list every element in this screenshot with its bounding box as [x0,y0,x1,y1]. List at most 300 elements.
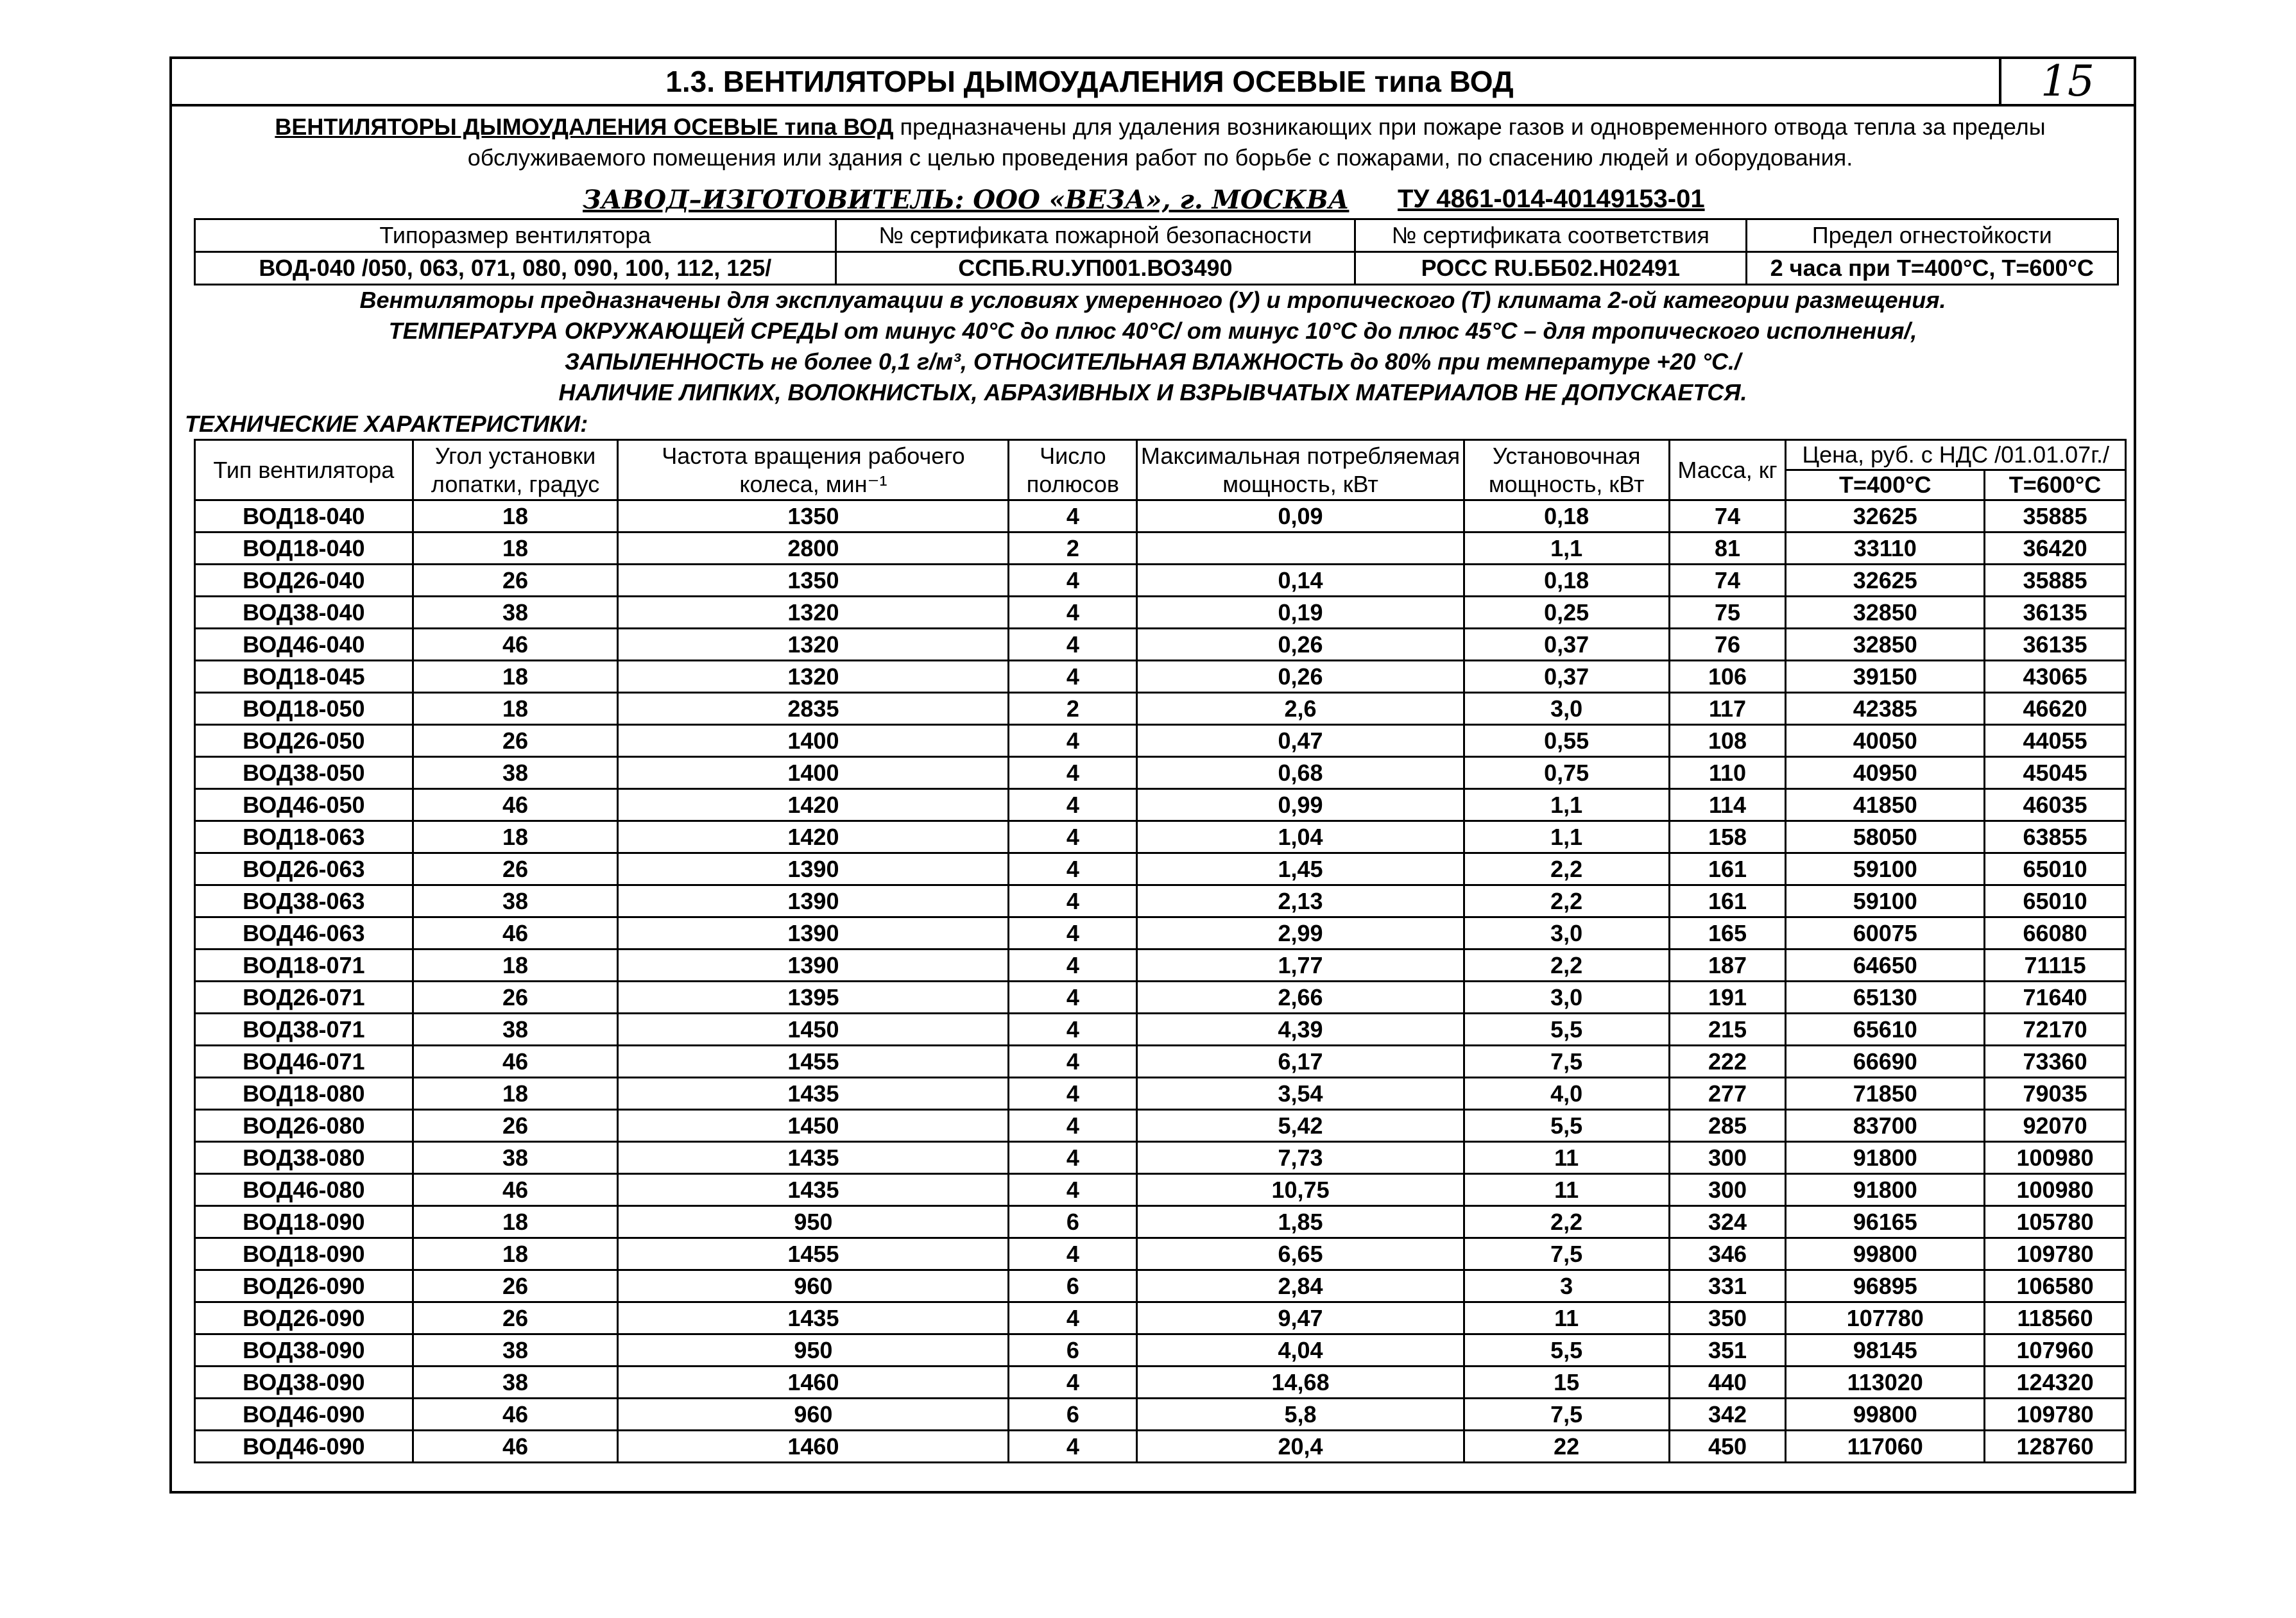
cell-max-power: 2,66 [1137,982,1464,1014]
cell-type: ВОД46-050 [195,789,413,821]
cell-poles: 4 [1009,1174,1137,1206]
table-row [195,1174,2126,1206]
cell-speed: 1450 [618,1110,1009,1142]
cell-type: ВОД38-080 [195,1142,413,1174]
cell-angle: 26 [413,725,618,757]
cell-poles: 6 [1009,1399,1137,1431]
cell-angle: 18 [413,1206,618,1238]
cell-price-t400: 96895 [1786,1270,1985,1302]
table-row [195,1302,2126,1334]
cell-price-t400: 65130 [1786,982,1985,1014]
cell-poles: 4 [1009,1238,1137,1270]
cell-angle: 18 [413,1078,618,1110]
cell-installed-power: 1,1 [1464,532,1669,565]
table-row [195,1206,2126,1238]
cell-poles: 6 [1009,1334,1137,1367]
cell-price-t600: 35885 [1985,500,2126,532]
cell-angle: 38 [413,885,618,917]
cell-speed: 1435 [618,1174,1009,1206]
operating-notes [172,285,2134,408]
header-price: Цена, руб. с НДС /01.01.07г./ [1786,440,2126,470]
table-row [195,597,2126,629]
cell-price-t400: 33110 [1786,532,1985,565]
cell-price-t400: 71850 [1786,1078,1985,1110]
cell-price-t600: 100980 [1985,1142,2126,1174]
cell-mass: 81 [1669,532,1786,565]
cell-type: ВОД18-040 [195,532,413,565]
table-row [195,885,2126,917]
cell-type: ВОД46-071 [195,1046,413,1078]
cell-speed: 2835 [618,693,1009,725]
cell-price-t400: 91800 [1786,1142,1985,1174]
cell-poles: 4 [1009,565,1137,597]
cell-price-t600: 36135 [1985,597,2126,629]
cell-speed: 1455 [618,1238,1009,1270]
header-angle: Угол установки лопатки, градус [413,440,618,500]
certificate-header-row [195,219,2118,252]
table-row [195,1334,2126,1367]
cell-type: ВОД46-080 [195,1174,413,1206]
cell-installed-power: 5,5 [1464,1110,1669,1142]
cell-installed-power: 3,0 [1464,917,1669,950]
cell-max-power: 1,45 [1137,853,1464,885]
cell-price-t400: 32625 [1786,565,1985,597]
cell-poles: 4 [1009,821,1137,853]
table-row [195,982,2126,1014]
cert-header-conformity: № сертификата соответствия [1355,219,1746,252]
cell-max-power: 4,04 [1137,1334,1464,1367]
cell-angle: 18 [413,532,618,565]
table-row [195,1078,2126,1110]
cell-installed-power: 7,5 [1464,1046,1669,1078]
cell-poles: 4 [1009,661,1137,693]
cell-installed-power: 15 [1464,1367,1669,1399]
cell-type: ВОД38-050 [195,757,413,789]
cell-price-t600: 36420 [1985,532,2126,565]
cell-price-t600: 65010 [1985,885,2126,917]
cell-speed: 1350 [618,565,1009,597]
cell-installed-power: 1,1 [1464,821,1669,853]
cell-price-t400: 66690 [1786,1046,1985,1078]
cell-mass: 161 [1669,853,1786,885]
cell-poles: 4 [1009,982,1137,1014]
intro-paragraph [204,112,2116,173]
cell-type: ВОД46-040 [195,629,413,661]
cell-mass: 74 [1669,500,1786,532]
cell-mass: 215 [1669,1014,1786,1046]
manufacturer: ЗАВОД–ИЗГОТОВИТЕЛЬ: ООО «ВЕЗА», г. МОСКВА [583,185,1349,215]
cell-type: ВОД26-040 [195,565,413,597]
cell-installed-power: 22 [1464,1431,1669,1463]
cell-price-t400: 99800 [1786,1238,1985,1270]
cell-mass: 331 [1669,1270,1786,1302]
cell-mass: 74 [1669,565,1786,597]
cell-price-t400: 59100 [1786,885,1985,917]
table-row [195,1110,2126,1142]
tech-label: ТЕХНИЧЕСКИЕ ХАРАКТЕРИСТИКИ: [185,411,588,437]
cell-price-t600: 124320 [1985,1367,2126,1399]
cell-speed: 950 [618,1206,1009,1238]
cell-max-power: 20,4 [1137,1431,1464,1463]
cell-angle: 46 [413,917,618,950]
table-row [195,853,2126,885]
cell-mass: 191 [1669,982,1786,1014]
cert-value-size: ВОД-040 /050, 063, 071, 080, 090, 100, 112, 125/ [195,252,836,285]
cell-poles: 6 [1009,1270,1137,1302]
cell-installed-power: 3 [1464,1270,1669,1302]
spec-table [194,439,2127,1463]
cell-angle: 26 [413,1270,618,1302]
spec-header-row [195,440,2126,470]
cell-installed-power: 2,2 [1464,1206,1669,1238]
cell-price-t400: 58050 [1786,821,1985,853]
cell-price-t600: 65010 [1985,853,2126,885]
cell-max-power: 10,75 [1137,1174,1464,1206]
cell-price-t400: 65610 [1786,1014,1985,1046]
cell-price-t400: 42385 [1786,693,1985,725]
cell-max-power: 6,65 [1137,1238,1464,1270]
cell-angle: 26 [413,1302,618,1334]
cell-price-t400: 41850 [1786,789,1985,821]
table-row [195,950,2126,982]
intro-text: предназначены для удаления возникающих при пожаре газов и одновременного отвода тепла за пределы обслуживаемого помещения или здания с целью проведения работ по борьбе с пожарами, по спасению людей и оборудования. [467,114,2046,171]
table-row [195,1399,2126,1431]
cell-type: ВОД46-090 [195,1431,413,1463]
cell-type: ВОД18-045 [195,661,413,693]
cell-price-t400: 99800 [1786,1399,1985,1431]
cell-max-power: 2,99 [1137,917,1464,950]
cell-price-t600: 79035 [1985,1078,2126,1110]
cell-poles: 4 [1009,1046,1137,1078]
cell-angle: 46 [413,1174,618,1206]
header-price-t400: Т=400°С [1786,470,1985,500]
certificate-table [194,218,2119,285]
header-max-power: Максимальная потребляемая мощность, кВт [1137,440,1464,500]
cell-price-t600: 45045 [1985,757,2126,789]
cell-angle: 46 [413,789,618,821]
cell-max-power: 14,68 [1137,1367,1464,1399]
cell-max-power: 7,73 [1137,1142,1464,1174]
table-row [195,821,2126,853]
cell-angle: 38 [413,1014,618,1046]
intro-lead: ВЕНТИЛЯТОРЫ ДЫМОУДАЛЕНИЯ ОСЕВЫЕ типа ВОД [275,114,894,140]
cell-installed-power: 0,18 [1464,500,1669,532]
cell-installed-power: 0,75 [1464,757,1669,789]
cell-mass: 222 [1669,1046,1786,1078]
cell-angle: 18 [413,950,618,982]
cell-angle: 46 [413,1431,618,1463]
cell-angle: 46 [413,629,618,661]
cell-poles: 4 [1009,1142,1137,1174]
cert-header-fire: № сертификата пожарной безопасности [835,219,1355,252]
cell-type: ВОД26-071 [195,982,413,1014]
cell-speed: 960 [618,1399,1009,1431]
cell-max-power: 9,47 [1137,1302,1464,1334]
cell-price-t600: 43065 [1985,661,2126,693]
cell-installed-power: 2,2 [1464,950,1669,982]
cell-installed-power: 3,0 [1464,982,1669,1014]
cell-mass: 324 [1669,1206,1786,1238]
cell-mass: 277 [1669,1078,1786,1110]
document-frame [169,56,2136,1494]
cert-value-fire: ССПБ.RU.УП001.ВО3490 [835,252,1355,285]
cell-type: ВОД46-090 [195,1399,413,1431]
cell-speed: 1390 [618,853,1009,885]
cell-installed-power: 4,0 [1464,1078,1669,1110]
cell-max-power: 5,42 [1137,1110,1464,1142]
cell-mass: 450 [1669,1431,1786,1463]
cell-poles: 4 [1009,950,1137,982]
cell-mass: 187 [1669,950,1786,982]
cell-installed-power: 7,5 [1464,1399,1669,1431]
cell-max-power: 2,6 [1137,693,1464,725]
cell-speed: 1350 [618,500,1009,532]
cell-type: ВОД26-050 [195,725,413,757]
cell-max-power: 5,8 [1137,1399,1464,1431]
table-row [195,757,2126,789]
cell-installed-power: 1,1 [1464,789,1669,821]
cell-speed: 1390 [618,885,1009,917]
page-title: 1.3. ВЕНТИЛЯТОРЫ ДЫМОУДАЛЕНИЯ ОСЕВЫЕ типа ВОД [665,65,1514,98]
cell-poles: 4 [1009,789,1137,821]
cell-type: ВОД38-063 [195,885,413,917]
cell-installed-power: 11 [1464,1174,1669,1206]
cell-max-power: 2,84 [1137,1270,1464,1302]
cell-price-t400: 39150 [1786,661,1985,693]
cell-type: ВОД46-063 [195,917,413,950]
cell-installed-power: 7,5 [1464,1238,1669,1270]
table-row [195,1270,2126,1302]
cell-price-t600: 100980 [1985,1174,2126,1206]
cell-speed: 1460 [618,1431,1009,1463]
table-row [195,725,2126,757]
cell-price-t400: 32850 [1786,597,1985,629]
cell-speed: 1450 [618,1014,1009,1046]
cell-max-power: 3,54 [1137,1078,1464,1110]
cell-speed: 1320 [618,661,1009,693]
cell-price-t600: 72170 [1985,1014,2126,1046]
cell-angle: 46 [413,1046,618,1078]
cell-mass: 110 [1669,757,1786,789]
cell-poles: 4 [1009,1302,1137,1334]
cell-angle: 38 [413,597,618,629]
cell-installed-power: 5,5 [1464,1014,1669,1046]
cell-price-t600: 109780 [1985,1238,2126,1270]
cell-price-t400: 64650 [1786,950,1985,982]
cell-max-power: 0,26 [1137,629,1464,661]
cell-price-t400: 60075 [1786,917,1985,950]
cell-mass: 75 [1669,597,1786,629]
cell-price-t400: 117060 [1786,1431,1985,1463]
cell-max-power: 0,14 [1137,565,1464,597]
cell-type: ВОД26-063 [195,853,413,885]
cell-mass: 161 [1669,885,1786,917]
cell-type: ВОД18-090 [195,1238,413,1270]
cell-mass: 285 [1669,1110,1786,1142]
table-row [195,500,2126,532]
cell-angle: 18 [413,1238,618,1270]
cell-poles: 4 [1009,1431,1137,1463]
cell-mass: 440 [1669,1367,1786,1399]
cell-angle: 26 [413,565,618,597]
cell-price-t600: 66080 [1985,917,2126,950]
cell-speed: 1400 [618,725,1009,757]
cell-type: ВОД38-071 [195,1014,413,1046]
cell-price-t600: 44055 [1985,725,2126,757]
cell-speed: 2800 [618,532,1009,565]
cell-poles: 4 [1009,597,1137,629]
cell-price-t400: 40050 [1786,725,1985,757]
cell-mass: 300 [1669,1142,1786,1174]
cert-header-size: Типоразмер вентилятора [195,219,836,252]
cell-mass: 165 [1669,917,1786,950]
cell-price-t600: 92070 [1985,1110,2126,1142]
table-row [195,789,2126,821]
cell-poles: 4 [1009,1110,1137,1142]
cell-mass: 76 [1669,629,1786,661]
cell-installed-power: 0,37 [1464,661,1669,693]
cell-poles: 4 [1009,1078,1137,1110]
cell-poles: 2 [1009,532,1137,565]
header-speed: Частота вращения рабочего колеса, мин⁻¹ [618,440,1009,500]
cell-price-t400: 83700 [1786,1110,1985,1142]
table-row [195,1046,2126,1078]
cell-price-t400: 91800 [1786,1174,1985,1206]
cell-price-t400: 32625 [1786,500,1985,532]
cell-price-t600: 36135 [1985,629,2126,661]
cell-installed-power: 2,2 [1464,853,1669,885]
table-row [195,1014,2126,1046]
cell-installed-power: 0,55 [1464,725,1669,757]
cell-type: ВОД18-040 [195,500,413,532]
cell-max-power: 1,85 [1137,1206,1464,1238]
cell-type: ВОД26-090 [195,1270,413,1302]
table-row [195,565,2126,597]
table-row [195,1367,2126,1399]
cell-mass: 117 [1669,693,1786,725]
cell-price-t600: 71115 [1985,950,2126,982]
cell-mass: 300 [1669,1174,1786,1206]
cell-poles: 4 [1009,885,1137,917]
cell-price-t400: 113020 [1786,1367,1985,1399]
tu-standard: ТУ 4861-014-40149153-01 [1398,185,1705,213]
cert-value-conformity: РОСС RU.ББ02.Н02491 [1355,252,1746,285]
cell-poles: 4 [1009,725,1137,757]
cell-price-t400: 107780 [1786,1302,1985,1334]
cell-type: ВОД18-071 [195,950,413,982]
cell-mass: 350 [1669,1302,1786,1334]
cell-poles: 2 [1009,693,1137,725]
note-line: ТЕМПЕРАТУРА ОКРУЖАЮЩЕЙ СРЕДЫ от минус 40°С до плюс 40°С/ от минус 10°С до плюс 45°С – для тропического исполнения/, [388,318,1917,344]
cell-max-power: 0,99 [1137,789,1464,821]
cell-angle: 38 [413,757,618,789]
cell-mass: 342 [1669,1399,1786,1431]
table-row [195,629,2126,661]
cell-angle: 26 [413,1110,618,1142]
cell-type: ВОД38-040 [195,597,413,629]
cell-price-t600: 109780 [1985,1399,2126,1431]
cell-speed: 1420 [618,789,1009,821]
cell-price-t400: 98145 [1786,1334,1985,1367]
cell-max-power: 2,13 [1137,885,1464,917]
header-installed-power: Установочная мощность, кВт [1464,440,1669,500]
cell-installed-power: 0,25 [1464,597,1669,629]
cell-angle: 46 [413,1399,618,1431]
cell-max-power: 6,17 [1137,1046,1464,1078]
cell-poles: 4 [1009,853,1137,885]
spec-table-body [195,500,2126,1463]
header-poles: Число полюсов [1009,440,1137,500]
cell-angle: 18 [413,500,618,532]
cell-poles: 4 [1009,1014,1137,1046]
cell-type: ВОД38-090 [195,1367,413,1399]
cert-value-fire-resistance: 2 часа при Т=400°С, Т=600°С [1746,252,2118,285]
cell-speed: 1390 [618,917,1009,950]
cell-poles: 4 [1009,1367,1137,1399]
cell-angle: 26 [413,982,618,1014]
cell-angle: 38 [413,1142,618,1174]
cell-angle: 18 [413,821,618,853]
cell-installed-power: 2,2 [1464,885,1669,917]
table-row [195,661,2126,693]
cell-poles: 4 [1009,757,1137,789]
cell-max-power: 0,26 [1137,661,1464,693]
cell-poles: 6 [1009,1206,1137,1238]
cell-installed-power: 11 [1464,1302,1669,1334]
note-line: ЗАПЫЛЕННОСТЬ не более 0,1 г/м³, ОТНОСИТЕЛЬНАЯ ВЛАЖНОСТЬ до 80% при температуре +20 °С./ [565,348,1741,375]
cell-speed: 1460 [618,1367,1009,1399]
cell-speed: 950 [618,1334,1009,1367]
cell-price-t600: 46035 [1985,789,2126,821]
table-row [195,1431,2126,1463]
cell-mass: 114 [1669,789,1786,821]
certificate-value-row [195,252,2118,285]
cell-angle: 38 [413,1334,618,1367]
cell-type: ВОД18-050 [195,693,413,725]
cell-speed: 1435 [618,1302,1009,1334]
table-row [195,532,2126,565]
cell-price-t600: 63855 [1985,821,2126,853]
cell-price-t400: 32850 [1786,629,1985,661]
cell-speed: 1455 [618,1046,1009,1078]
cell-mass: 108 [1669,725,1786,757]
cell-max-power: 0,68 [1137,757,1464,789]
cell-speed: 1320 [618,629,1009,661]
cell-price-t600: 105780 [1985,1206,2126,1238]
cell-speed: 1395 [618,982,1009,1014]
cell-mass: 351 [1669,1334,1786,1367]
cell-type: ВОД18-080 [195,1078,413,1110]
cell-mass: 106 [1669,661,1786,693]
cell-type: ВОД26-090 [195,1302,413,1334]
cell-price-t600: 35885 [1985,565,2126,597]
title-bar [172,56,2134,106]
cell-price-t400: 40950 [1786,757,1985,789]
note-line: НАЛИЧИЕ ЛИПКИХ, ВОЛОКНИСТЫХ, АБРАЗИВНЫХ И ВЗРЫВЧАТЫХ МАТЕРИАЛОВ НЕ ДОПУСКАЕТСЯ. [558,379,1747,405]
cell-installed-power: 11 [1464,1142,1669,1174]
cell-price-t600: 46620 [1985,693,2126,725]
cell-speed: 1400 [618,757,1009,789]
cell-price-t600: 106580 [1985,1270,2126,1302]
table-row [195,693,2126,725]
cell-installed-power: 0,37 [1464,629,1669,661]
cell-price-t400: 59100 [1786,853,1985,885]
cell-speed: 1420 [618,821,1009,853]
cell-price-t600: 128760 [1985,1431,2126,1463]
header-price-t600: Т=600°С [1985,470,2126,500]
cell-angle: 26 [413,853,618,885]
cell-poles: 4 [1009,629,1137,661]
